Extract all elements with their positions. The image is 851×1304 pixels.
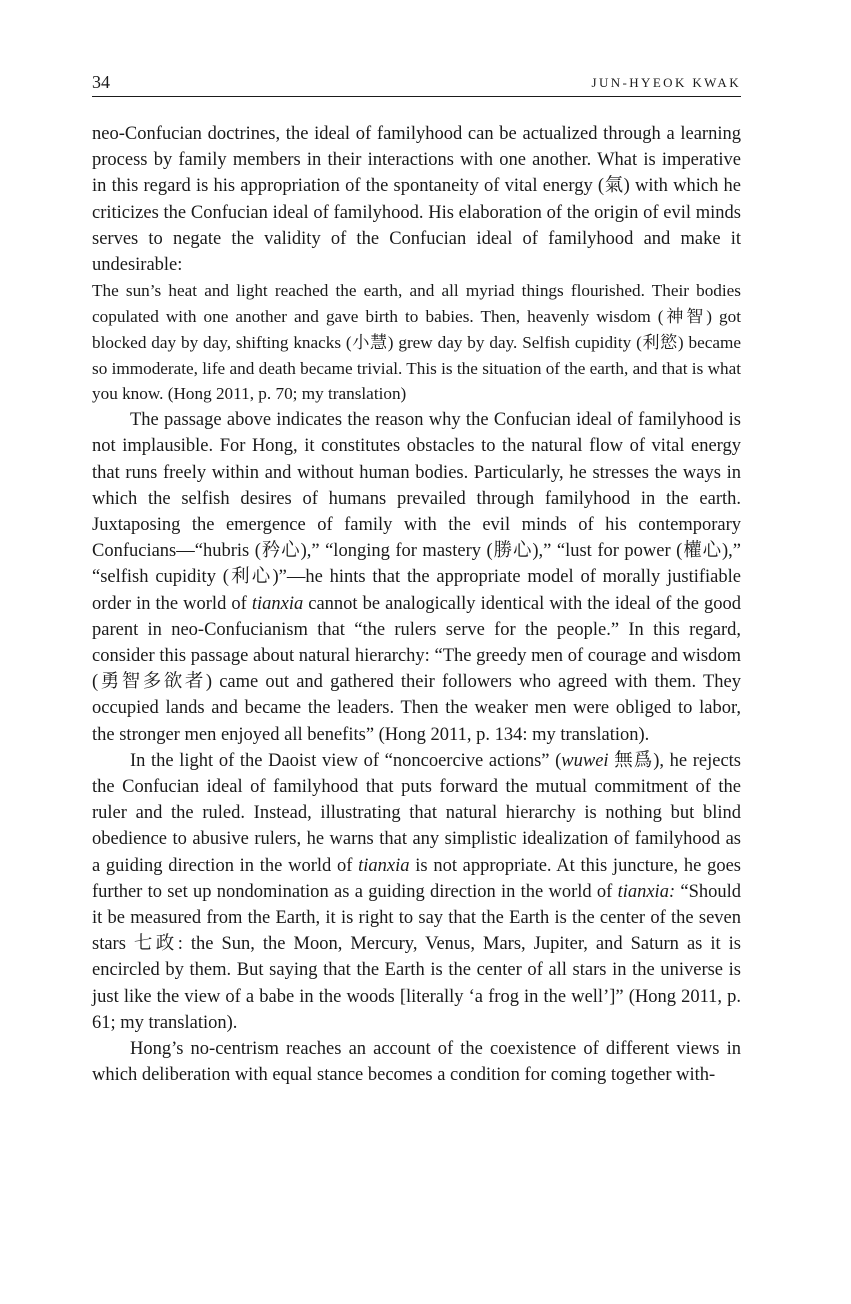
paragraph-3-italic-term-1: wuwei <box>561 750 609 771</box>
page-header <box>92 70 741 97</box>
block-quote: The sun’s heat and light reached the earth, and all myriad things flourished. Their bodies copulated with one another and gave birth to babies. Then, heavenly wisdom (神智) got blocked day by day, shifting knacks (小慧) grew day by day. Selfish cupidity (利慾) became so immoderate, life and death became trivial. This is the situation of the earth, and that is what you know. (Hong 2011, p. 70; my translation) <box>92 281 741 404</box>
paragraph-3-italic-term-2: tianxia <box>358 855 410 876</box>
paragraph-3-text-a: In the light of the Daoist view of “noncoercive actions” ( <box>130 750 562 771</box>
paragraph-3-italic-term-3: tianxia: <box>617 881 676 902</box>
paragraph-3-text-b: 無爲), he rejects the Confucian ideal of familyhood that puts forward the mutual commitment of the ruler and the ruled. Instead, illustrating that natural hierarchy is nothing but blind obedience to abusive rulers, he warns that any simplistic idealization of familyhood as a guiding direction in the world of <box>92 750 741 876</box>
paragraph-1: neo-Confucian doctrines, the ideal of familyhood can be actualized through a learning process by family members in their interactions with one another. What is imperative in this regard is his appropriation of the spontaneity of vital energy (氣) with which he criticizes the Confucian ideal of familyhood. His elaboration of the origin of evil minds serves to negate the validity of the Confucian ideal of familyhood and make it undesirable: <box>92 124 741 276</box>
paragraph-2 <box>92 407 741 748</box>
page-number: 34 <box>92 72 110 92</box>
paragraph-3-text-c: is not appropriate. At this juncture, he goes further to set up nondomination as a guiding direction in the world of <box>92 855 741 902</box>
paragraph-4: Hong’s no-centrism reaches an account of the coexistence of different views in which deliberation with equal stance becomes a condition for coming together with- <box>92 1039 741 1086</box>
paragraph-2-text-b: cannot be analogically identical with the ideal of the good parent in neo-Confucianism that “the rulers serve for the people.” In this regard, consider this passage about natural hierarchy: “The greedy men of courage and wisdom (勇智多欲者) came out and gathered their followers who agreed with them. They occupied lands and became the leaders. Then the weaker men were obliged to labor, the stronger men enjoyed all benefits” (Hong 2011, p. 134: my translation). <box>92 593 741 745</box>
running-head: JUN-HYEOK KWAK <box>591 75 741 90</box>
paragraph-3 <box>92 748 741 1036</box>
paragraph-3-text-d: “Should it be measured from the Earth, it is right to say that the Earth is the center of the seven stars 七政: the Sun, the Moon, Mercury, Venus, Mars, Jupiter, and Saturn as it is encircled by them. But saying that the Earth is the center of all stars in the universe is just like the view of a babe in the woods [literally ‘a frog in the well’]” (Hong 2011, p. 61; my translation). <box>92 881 742 1033</box>
paragraph-2-italic-term: tianxia <box>251 593 304 614</box>
body-text <box>92 121 741 1088</box>
paragraph-2-text-a: The passage above indicates the reason why the Confucian ideal of familyhood is not implausible. For Hong, it constitutes obstacles to the natural flow of vital energy that runs freely within and without human bodies. Particularly, he stresses the ways in which the selfish desires of humans prevailed through familyhood in the earth. Juxtaposing the emergence of family with the evil minds of his contemporary Confucians—“hubris (矜心),” “longing for mastery (勝心),” “lust for power (權心),” “selfish cupidity (利心)”—he hints that the appropriate model of morally justifiable order in the world of <box>92 410 741 614</box>
